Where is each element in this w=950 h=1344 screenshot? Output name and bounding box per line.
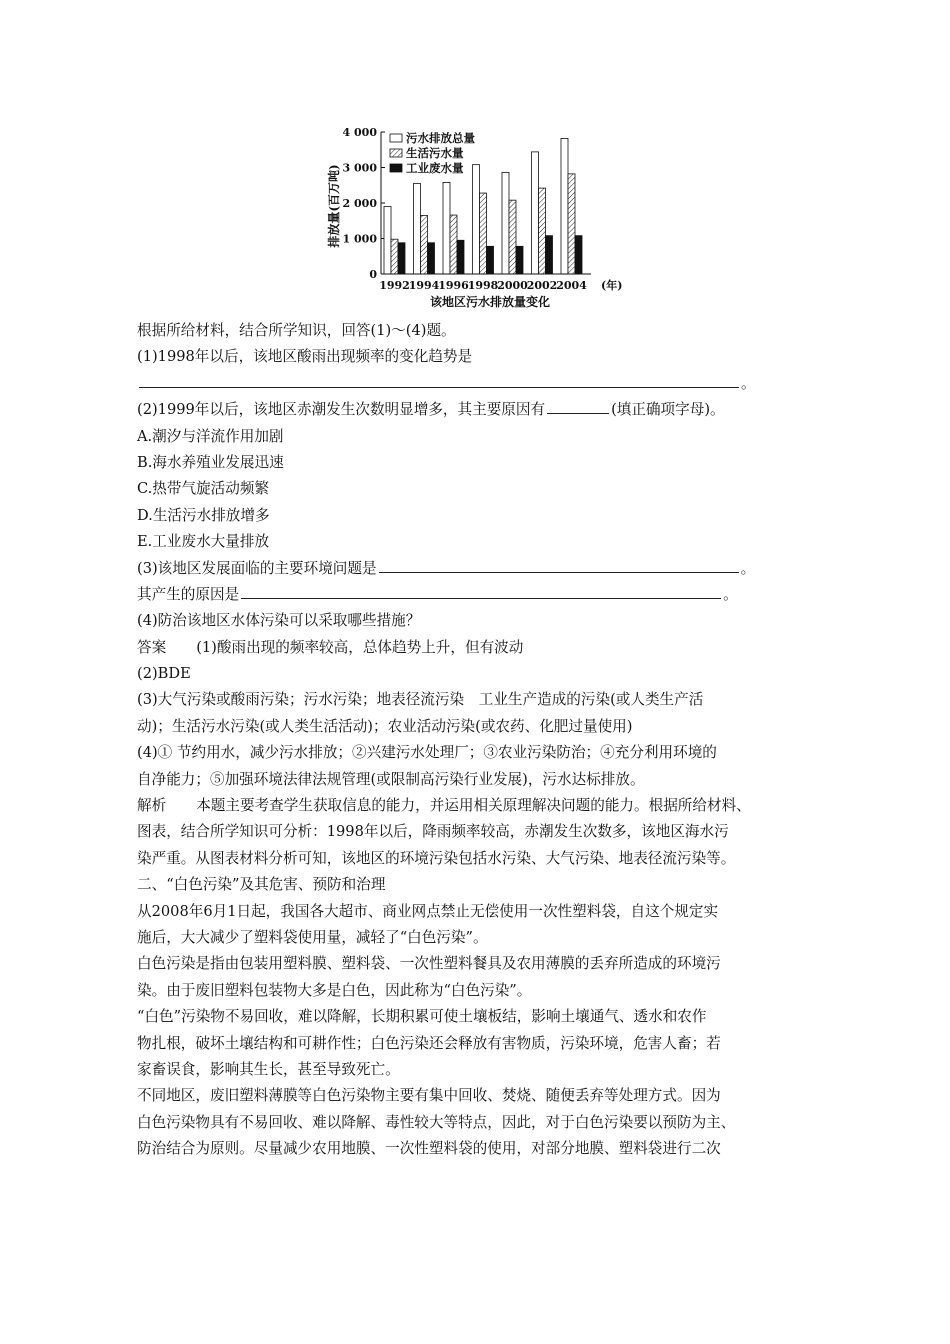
period: 。 [740, 559, 756, 577]
y-axis-label: 排放量(百万吨) [327, 164, 341, 248]
answer-4-line-2: 自净能力；⑤加强环境法律法规管理(或限制高污染行业发展)，污水达标排放。 [137, 770, 645, 788]
question-3b [137, 582, 827, 608]
answer-4-line-1: (4)① 节约用水，减少污水排放；②兴建污水处理厂；③农业污染防治；④充分利用环境的 [137, 744, 717, 762]
bar-total-1996 [443, 182, 450, 274]
y-tick-label: 3 000 [342, 161, 377, 175]
y-tick-label: 0 [369, 268, 377, 281]
question-3a [137, 556, 827, 582]
bar-total-1992 [384, 207, 391, 274]
bar-domestic-2002 [539, 188, 546, 274]
option-b: B.海水养殖业发展迅速 [137, 453, 284, 471]
paragraph-1-line-1: 从2008年6月1日起，我国各大超市、商业网点禁止无偿使用一次性塑料袋，自这个规定实 [137, 902, 719, 920]
option-c: C.热带气旋活动频繁 [137, 480, 270, 498]
answer-blank-2[interactable] [547, 397, 609, 414]
paragraph-2-line-2: 染。由于废旧塑料包装物大多是白色，因此称为“白色污染”。 [137, 981, 532, 999]
paragraph-3-line-3: 家畜误食，影响其生长，甚至导致死亡。 [137, 1060, 400, 1078]
period: 。 [723, 585, 738, 603]
x-tick-label: 1996 [438, 279, 469, 292]
y-tick-label: 1 000 [342, 232, 377, 246]
bar-total-2004 [561, 138, 568, 274]
x-tick-label: 2000 [497, 279, 528, 292]
answer-3-line-2: 动)；生活污水污染(或人类生活活动)；农业活动污染(或农药、化肥过量使用) [137, 717, 633, 735]
x-tick-label: 1994 [408, 279, 440, 292]
question-3a-text: (3)该地区发展面临的主要环境问题是 [137, 559, 377, 577]
bar-domestic-1992 [391, 239, 398, 274]
answer-1 [137, 635, 827, 661]
bar-domestic-1994 [421, 215, 428, 274]
bar-industrial-1998 [487, 246, 494, 274]
section-2-heading: 二、“白色污染”及其危害、预防和治理 [137, 876, 386, 894]
legend-label: 污水排放总量 [406, 131, 475, 145]
question-2 [137, 397, 827, 423]
y-tick-label: 4 000 [342, 126, 377, 139]
question-1-text: (1)1998年以后，该地区酸雨出现频率的变化趋势是 [137, 348, 473, 366]
paragraph-4-line-3: 防治结合为原则。尽量减少农用地膜、一次性塑料袋的使用，对部分地膜、塑料袋进行二次 [137, 1140, 721, 1158]
paragraph-1-line-2: 施后，大大减少了塑料袋使用量，减轻了“白色污染”。 [137, 928, 488, 946]
bar-industrial-1996 [457, 240, 464, 274]
bar-total-2002 [532, 152, 539, 274]
legend-label: 生活污水量 [406, 146, 464, 160]
bar-industrial-2002 [546, 236, 553, 274]
bar-industrial-1994 [428, 243, 435, 274]
question-1 [137, 344, 827, 370]
intro-line: 根据所给材料，结合所学知识，回答(1)～(4)题。 [137, 322, 456, 339]
paragraph-3-line-2: 物扎根，破坏土壤结构和可耕作性；白色污染还会释放有害物质，污染环境，危害人畜；若 [137, 1034, 721, 1052]
question-3b-text: 其产生的原因是 [137, 585, 240, 603]
document-body [137, 318, 827, 1163]
x-tick-label: 2002 [526, 279, 558, 292]
bar-chart-svg [318, 122, 638, 317]
bar-industrial-2004 [575, 236, 582, 274]
answer-label: 答案 [137, 638, 167, 656]
answer-blank-3b[interactable] [241, 582, 721, 599]
legend-swatch [390, 134, 402, 142]
legend-swatch [390, 164, 402, 172]
period: 。 [741, 374, 756, 392]
chart-title: 该地区污水排放量变化 [429, 295, 551, 309]
paragraph-4-line-2: 白色污染物具有不易回收、难以降解、毒性较大等特点，因此，对于白色污染要以预防为主、 [137, 1113, 736, 1131]
legend-swatch [390, 149, 402, 157]
bar-domestic-2000 [509, 200, 516, 274]
analysis-line-3: 染严重。从图表材料分析可知，该地区的环境污染包括水污染、大气污染、地表径流污染等。 [137, 849, 736, 867]
analysis-line-1-text: 本题主要考查学生获取信息的能力，并运用相关原理解决问题的能力。根据所给材料、 [196, 797, 751, 815]
bar-total-2000 [502, 172, 509, 274]
paragraph-4-line-1: 不同地区，废旧塑料薄膜等白色污染物主要有集中回收、焚烧、随便丢弃等处理方式。因为 [137, 1087, 721, 1105]
question-2-text: (2)1999年以后，该地区赤潮发生次数明显增多，其主要原因有 [137, 401, 546, 419]
answer-3-line-1: (3)大气污染或酸雨污染；污水污染；地表径流污染 工业生产造成的污染(或人类生产活 [137, 691, 704, 709]
option-e: E.工业废水大量排放 [137, 533, 270, 551]
bar-domestic-2004 [568, 174, 575, 274]
answer-2: (2)BDE [137, 665, 191, 683]
answer-blank-1[interactable] [139, 371, 739, 388]
bar-total-1998 [473, 165, 480, 274]
bar-domestic-1996 [450, 215, 457, 274]
x-tick-label: 2004 [556, 279, 587, 292]
bar-total-1994 [414, 183, 421, 274]
analysis-line-1 [137, 793, 827, 819]
x-tick-label: 1998 [467, 279, 499, 292]
analysis-line-2: 图表，结合所学知识可分析：1998年以后，降雨频率较高，赤潮发生次数多，该地区海水污 [137, 823, 729, 841]
emission-chart [318, 122, 638, 317]
question-1-answer-line [137, 371, 827, 397]
legend-label: 工业废水量 [406, 161, 464, 175]
option-d: D.生活污水排放增多 [137, 506, 270, 524]
x-tick-label: 1992 [379, 279, 410, 292]
paragraph-2-line-1: 白色污染是指由包装用塑料膜、塑料袋、一次性塑料餐具及农用薄膜的丢弃所造成的环境污 [137, 955, 721, 973]
question-2-suffix: (填正确项字母)。 [611, 401, 725, 419]
option-a: A.潮汐与洋流作用加剧 [137, 427, 284, 445]
question-4: (4)防治该地区水体污染可以采取哪些措施？ [137, 612, 421, 630]
answer-1-text: (1)酸雨出现的频率较高，总体趋势上升，但有波动 [196, 638, 524, 656]
answer-blank-3a[interactable] [379, 556, 739, 573]
bar-industrial-1992 [398, 243, 405, 274]
bar-industrial-2000 [516, 246, 523, 274]
x-axis-unit: (年) [601, 279, 623, 292]
y-tick-label: 2 000 [342, 197, 377, 210]
analysis-label: 解析 [137, 797, 167, 815]
bar-domestic-1998 [480, 193, 487, 274]
paragraph-3-line-1: “白色”污染物不易回收，难以降解，长期积累可使土壤板结，影响土壤通气、透水和农作 [137, 1008, 707, 1026]
